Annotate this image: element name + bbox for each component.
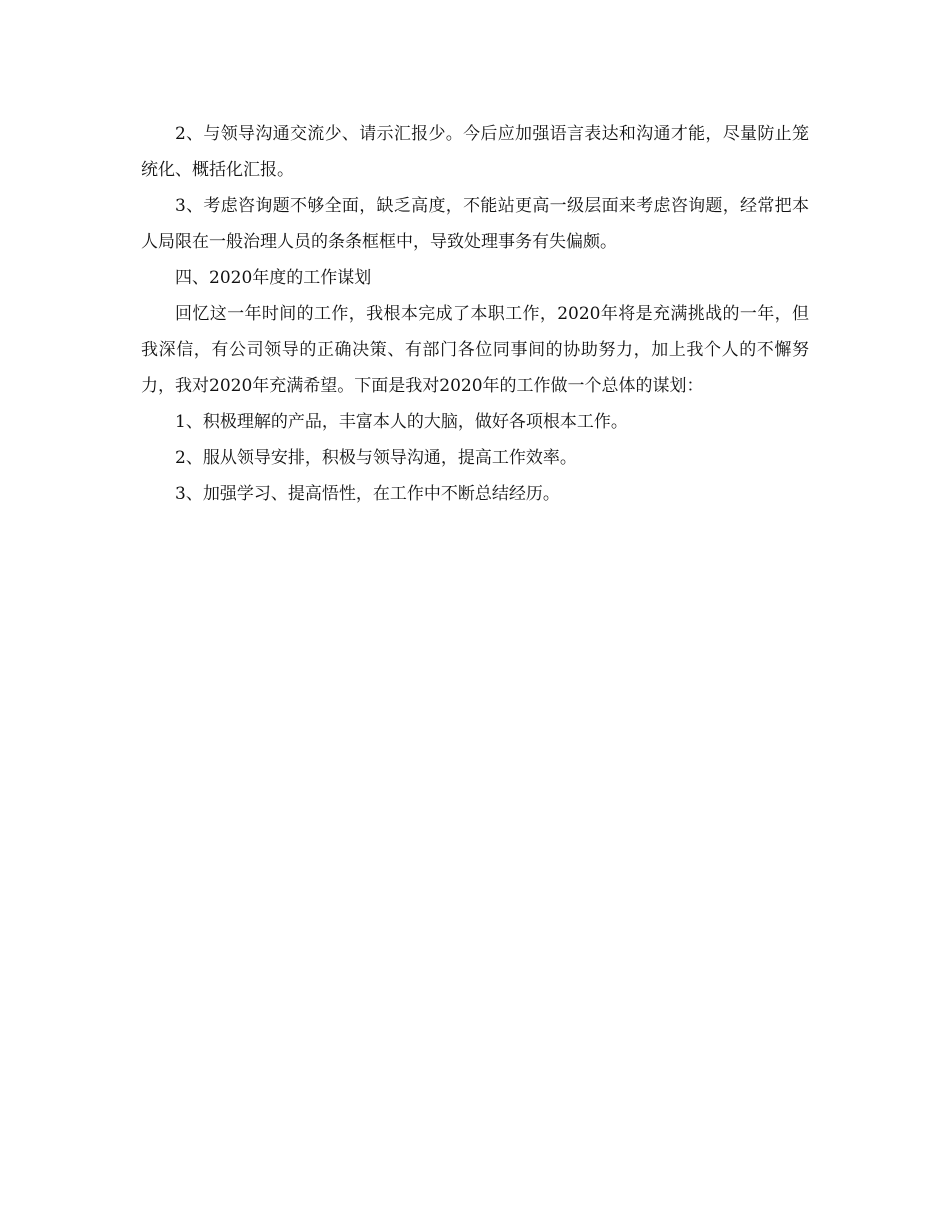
paragraph-communication: 2、与领导沟通交流少、请示汇报少。今后应加强语言表达和沟通才能，尽量防止笼统化、概括化汇报。 (141, 124, 809, 180)
plan-item-2: 2、服从领导安排，积极与领导沟通，提高工作效率。 (175, 448, 577, 468)
section-heading-plan: 四、2020年度的工作谋划 (175, 268, 372, 288)
paragraph-consideration: 3、考虑咨询题不够全面，缺乏高度，不能站更高一级层面来考虑咨询题，经常把本人局限在一般治理人员的条条框框中，导致处理事务有失偏颇。 (141, 196, 809, 252)
plan-item-3: 3、加强学习、提高悟性，在工作中不断总结经历。 (175, 484, 560, 504)
document-body (141, 116, 809, 512)
paragraph-review: 回忆这一年时间的工作，我根本完成了本职工作，2020年将是充满挑战的一年，但我深信，有公司领导的正确决策、有部门各位同事间的协助努力，加上我个人的不懈努力，我对2020年充满希望。下面是我对2020年的工作做一个总体的谋划： (141, 304, 809, 396)
plan-item-1: 1、积极理解的产品，丰富本人的大脑，做好各项根本工作。 (175, 412, 628, 432)
